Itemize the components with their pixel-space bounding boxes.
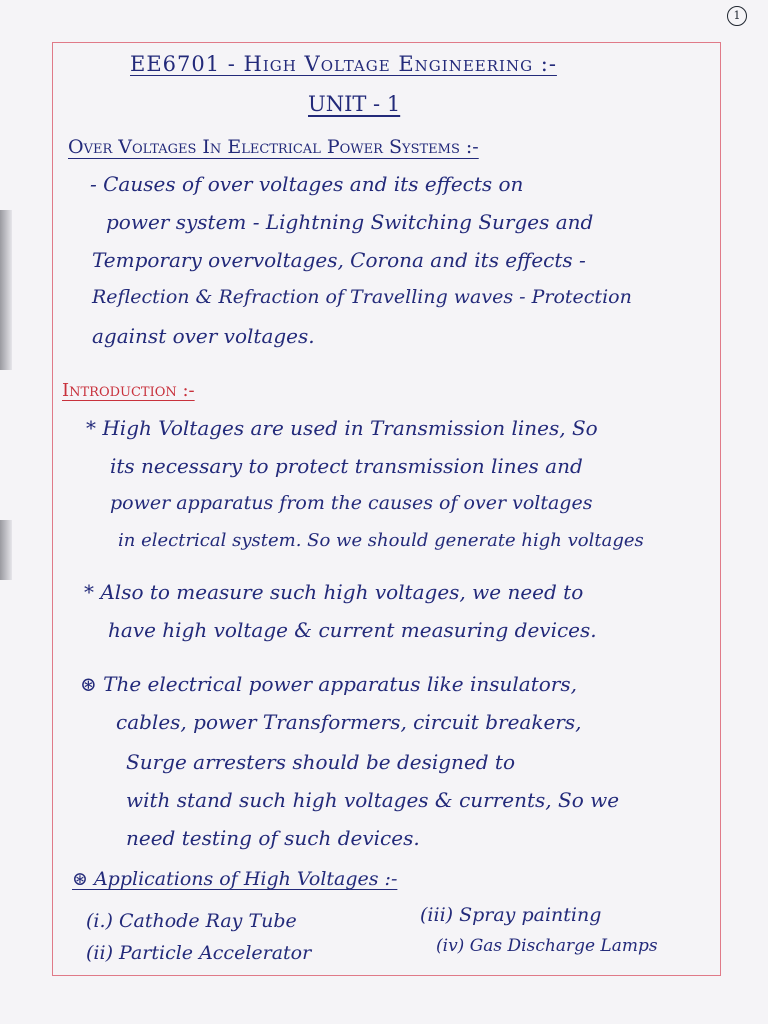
intro-para1-line: power apparatus from the causes of over voltages bbox=[110, 492, 593, 514]
intro-para1-line: * High Voltages are used in Transmission lines, So bbox=[86, 416, 598, 440]
intro-para3-line: cables, power Transformers, circuit breakers, bbox=[116, 710, 582, 734]
right-margin-line bbox=[720, 42, 721, 976]
applications-heading: ⊛ Applications of High Voltages :- bbox=[72, 868, 398, 890]
intro-para3-line: need testing of such devices. bbox=[126, 826, 420, 850]
intro-para1-line: in electrical system. So we should generate high voltages bbox=[118, 530, 644, 551]
page-number: 1 bbox=[727, 6, 747, 26]
page-title: EE6701 - High Voltage Engineering :- bbox=[130, 52, 557, 76]
intro-para3-line: Surge arresters should be designed to bbox=[126, 750, 516, 774]
syllabus-line: power system - Lightning Switching Surges and bbox=[106, 210, 594, 234]
syllabus-line: Temporary overvoltages, Corona and its effects - bbox=[92, 248, 586, 272]
application-item: (ii) Particle Accelerator bbox=[86, 942, 312, 964]
left-margin-line bbox=[52, 42, 53, 976]
binding-shadow bbox=[0, 210, 12, 370]
binding-shadow-lower bbox=[0, 520, 12, 580]
section-heading: Over Voltages In Electrical Power Systems :- bbox=[68, 136, 479, 158]
syllabus-line: against over voltages. bbox=[92, 324, 315, 348]
application-item: (iv) Gas Discharge Lamps bbox=[436, 936, 658, 956]
syllabus-line: Reflection & Refraction of Travelling waves - Protection bbox=[92, 286, 632, 308]
syllabus-line: - Causes of over voltages and its effects on bbox=[90, 172, 524, 196]
top-margin-line bbox=[52, 42, 720, 43]
intro-para1-line: its necessary to protect transmission lines and bbox=[110, 454, 583, 478]
intro-para2-line: * Also to measure such high voltages, we need to bbox=[84, 580, 584, 604]
bottom-margin-line bbox=[52, 975, 720, 976]
intro-para3-line: ⊛ The electrical power apparatus like insulators, bbox=[80, 672, 577, 696]
unit-heading: UNIT - 1 bbox=[308, 92, 401, 116]
application-item: (i.) Cathode Ray Tube bbox=[86, 910, 297, 932]
introduction-heading: Introduction :- bbox=[62, 380, 195, 401]
intro-para3-line: with stand such high voltages & currents, So we bbox=[126, 788, 620, 812]
application-item: (iii) Spray painting bbox=[420, 904, 602, 926]
intro-para2-line: have high voltage & current measuring devices. bbox=[108, 618, 597, 642]
